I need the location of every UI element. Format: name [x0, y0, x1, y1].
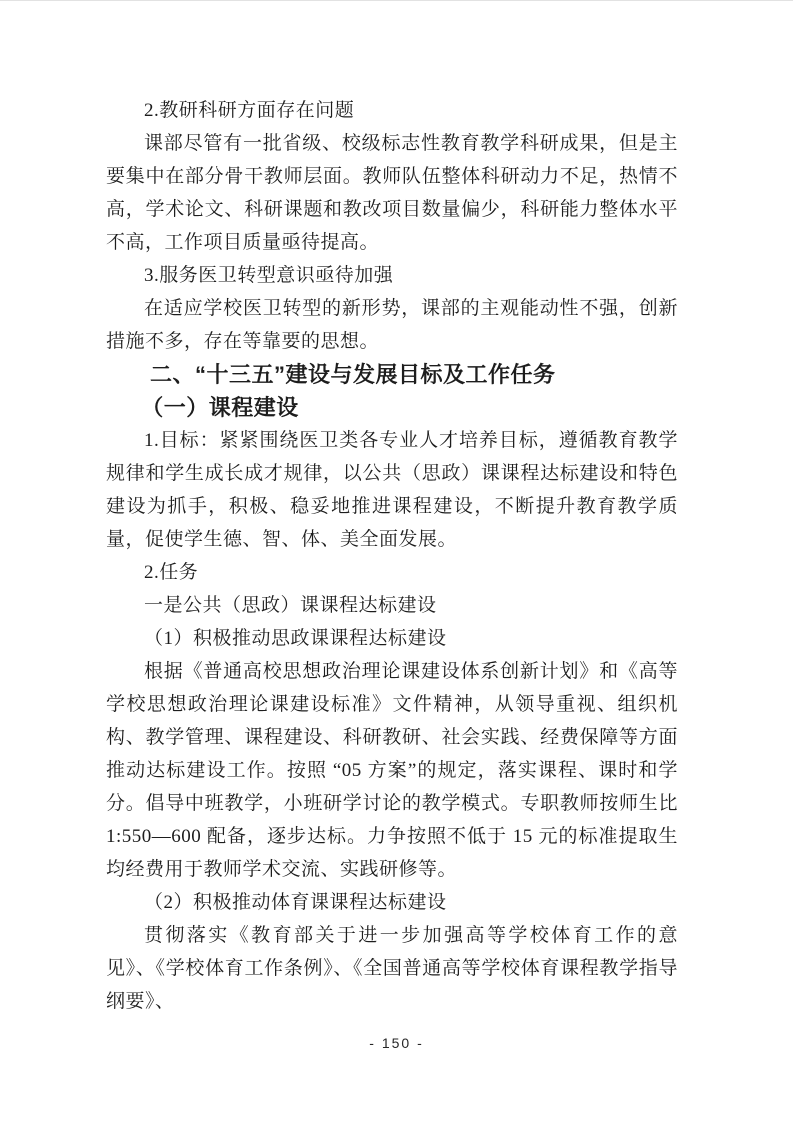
- paragraph-item-2-detail: 贯彻落实《教育部关于进一步加强高等学校体育工作的意见》、《学校体育工作条例》、《全国普通高等学校体育课程教学指导纲要》、: [106, 925, 678, 1012]
- paragraph-task-label: 2.任务: [144, 562, 199, 583]
- page-number: - 150 -: [369, 1035, 424, 1051]
- paragraph-problem-3: 3.服务医卫转型意识亟待加强: [144, 265, 394, 286]
- section-heading-2: 二、“十三五”建设与发展目标及工作任务: [150, 362, 556, 387]
- subsection-heading-course-construction: （一）课程建设: [141, 395, 299, 420]
- page-footer: [0, 1032, 793, 1054]
- document-content: [106, 94, 678, 1018]
- paragraph-item-1-title: （1）积极推动思政课课程达标建设: [144, 628, 447, 649]
- paragraph-item-1-detail: 根据《普通高校思想政治理论课建设体系创新计划》和《高等学校思想政治理论课建设标准》文件精神，从领导重视、组织机构、教学管理、课程建设、科研教研、社会实践、经费保障等方面推动达标建设工作。按照 “05 方案”的规定，落实课程、课时和学分。倡导中班教学，小班研学讨论的教学模式。专职教师按师生比 1:550—600 配备，逐步达标。力争按照不低于 15 元的标准提取生均经费用于教师学术交流、实践研修等。: [106, 661, 678, 880]
- paragraph-goal: 1.目标：紧紧围绕医卫类各专业人才培养目标，遵循教育教学规律和学生成长成才规律，以公共（思政）课课程达标建设和特色建设为抓手，积极、稳妥地推进课程建设，不断提升教育教学质量，促使学生德、智、体、美全面发展。: [106, 430, 678, 550]
- paragraph-problem-2: 2.教研科研方面存在问题: [144, 100, 355, 121]
- paragraph-problem-3-detail: 在适应学校医卫转型的新形势，课部的主观能动性不强，创新措施不多，存在等靠要的思想。: [106, 298, 678, 352]
- paragraph-problem-2-detail: 课部尽管有一批省级、校级标志性教育教学科研成果，但是主要集中在部分骨干教师层面。教师队伍整体科研动力不足，热情不高，学术论文、科研课题和教改项目数量偏少，科研能力整体水平不高，工作项目质量亟待提高。: [106, 133, 678, 253]
- paragraph-item-2-title: （2）积极推动体育课课程达标建设: [144, 892, 447, 913]
- paragraph-task-one: 一是公共（思政）课课程达标建设: [144, 595, 437, 616]
